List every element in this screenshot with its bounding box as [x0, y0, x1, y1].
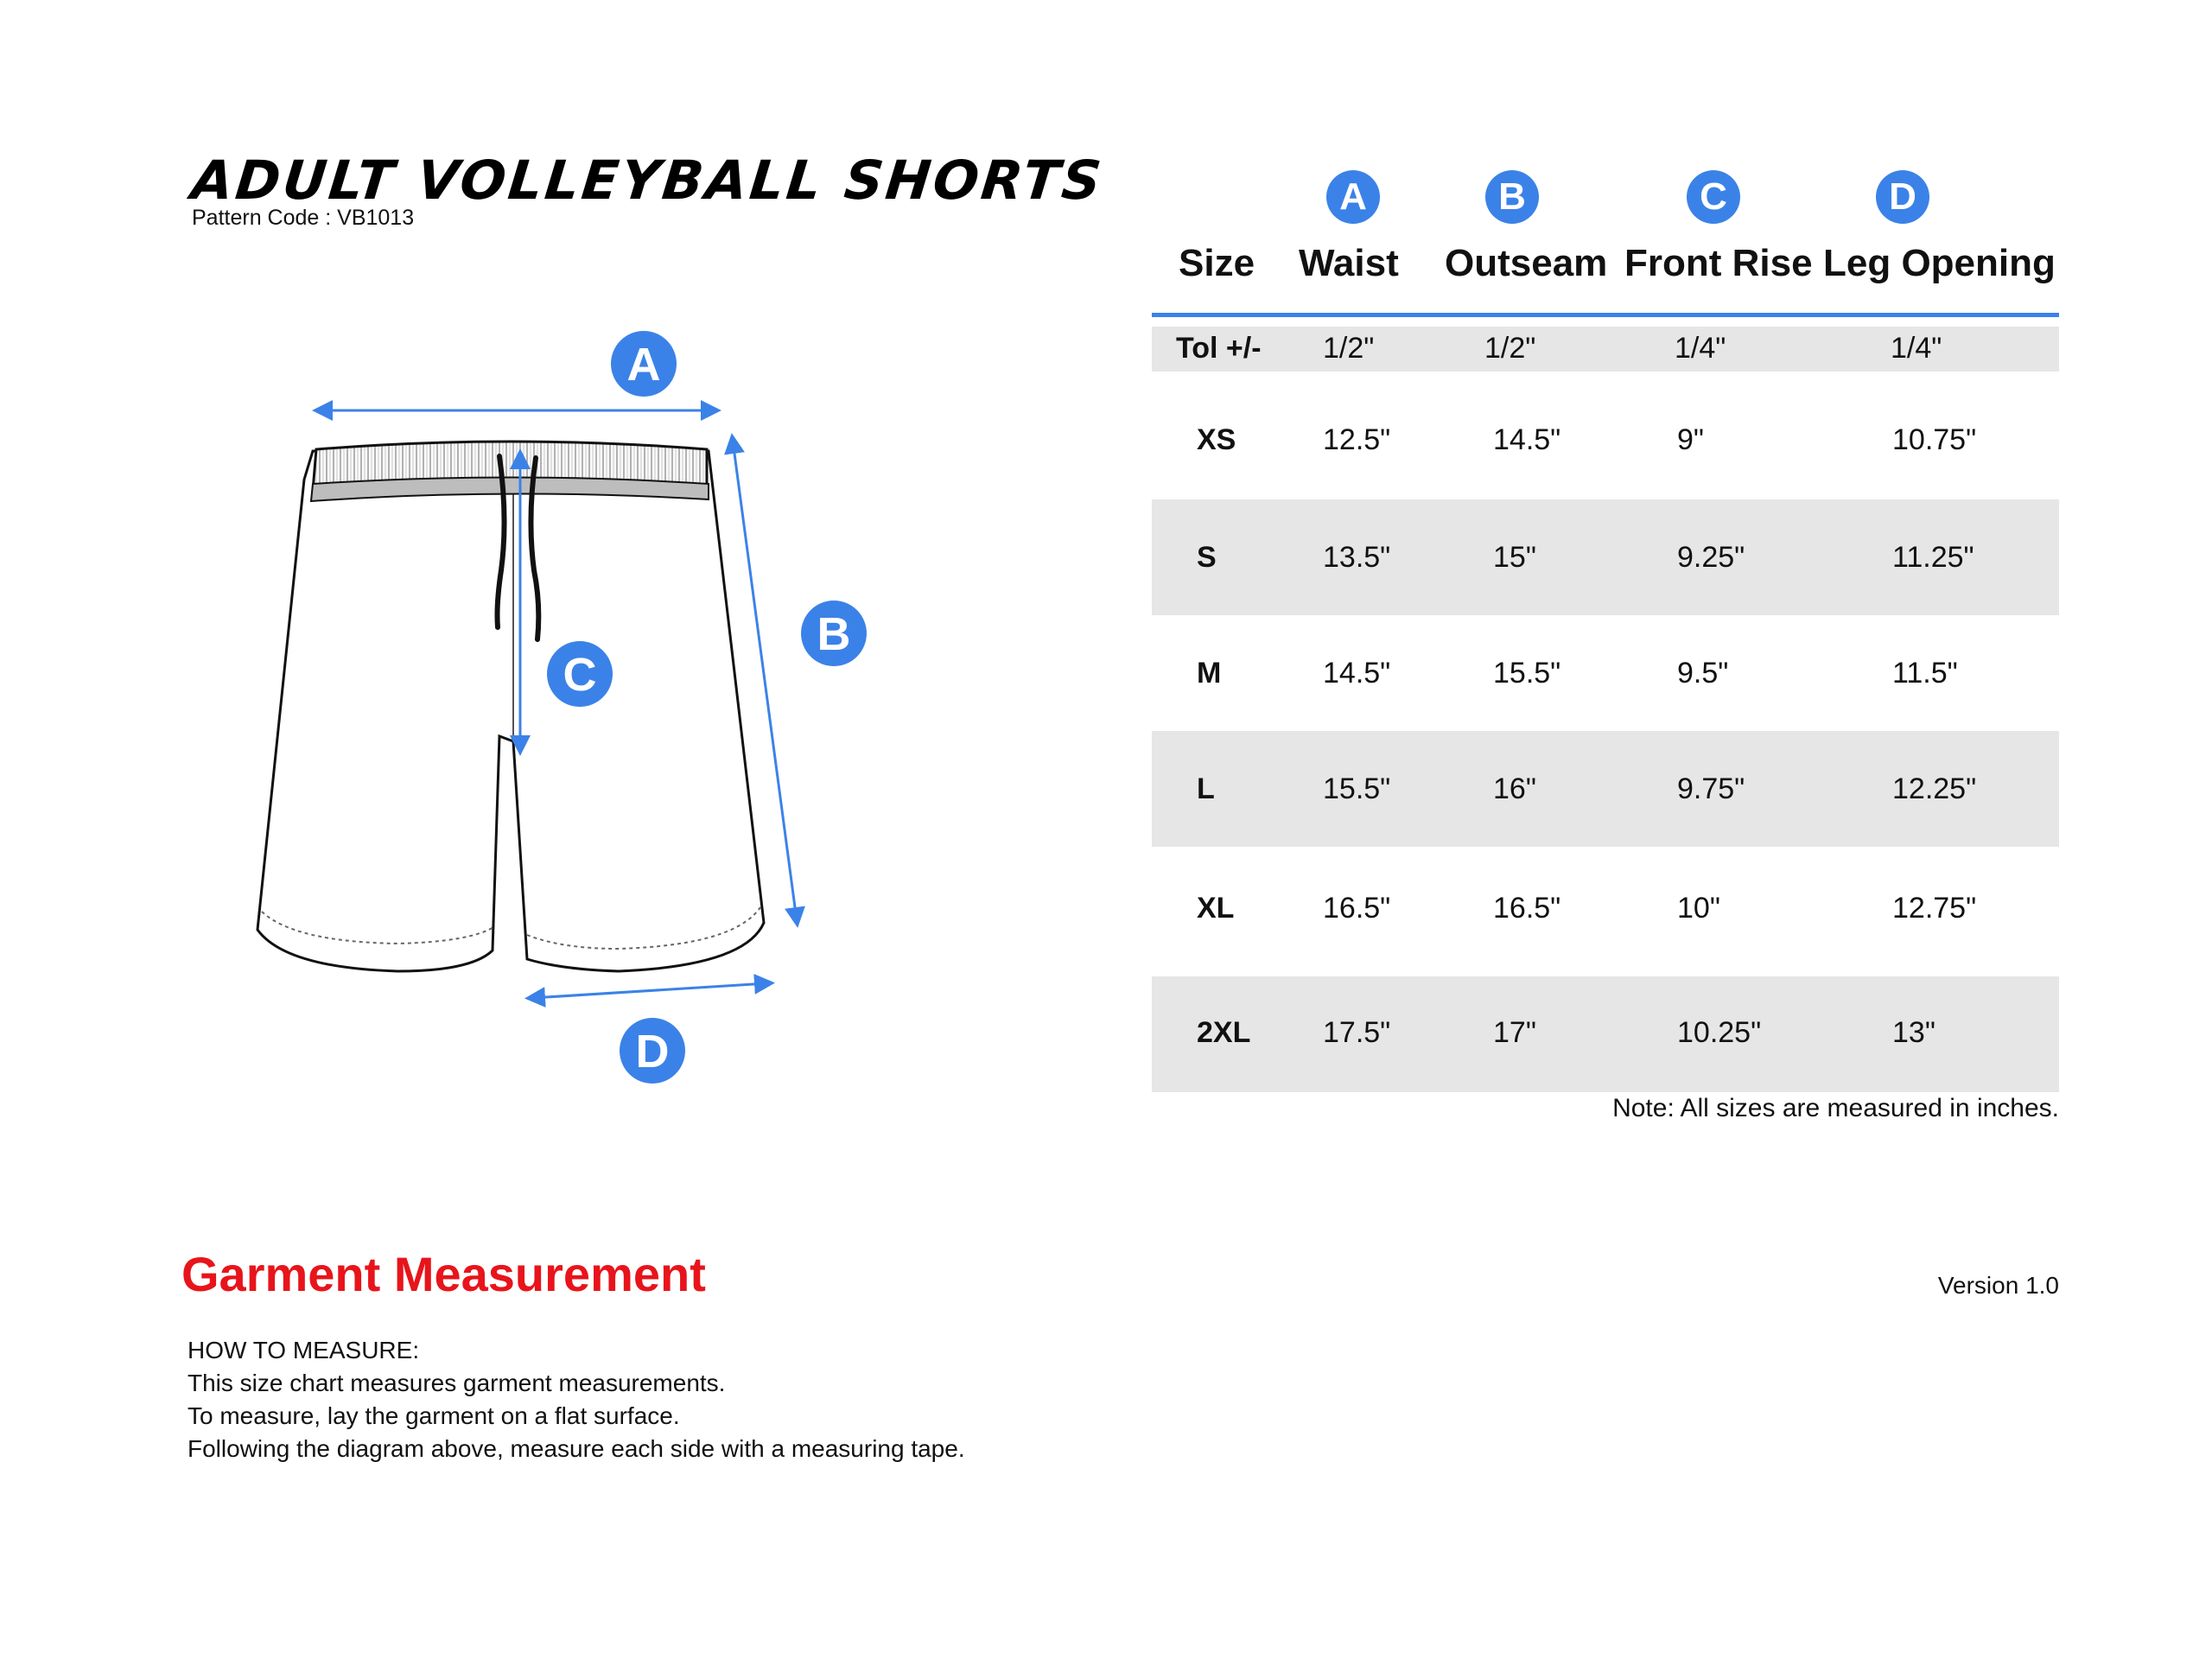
- column-header-waist: Waist: [1299, 242, 1399, 284]
- table-row-tolerance: [1152, 327, 2059, 372]
- tolerance-label: Tol +/-: [1176, 332, 1262, 365]
- column-badge-c: C: [1687, 170, 1740, 224]
- table-cell: 12.25": [1892, 772, 1977, 805]
- table-row: [1152, 976, 2059, 1092]
- shorts-diagram: [0, 0, 950, 1123]
- table-cell: 11.5": [1892, 657, 1958, 690]
- column-header-size: Size: [1179, 242, 1255, 284]
- table-row: [1152, 615, 2059, 731]
- column-badge-b: B: [1485, 170, 1539, 224]
- column-badge-d: D: [1876, 170, 1929, 224]
- column-header-front-rise: Front Rise: [1624, 242, 1813, 284]
- waistband: [311, 442, 709, 501]
- measurement-note: Note: All sizes are measured in inches.: [1612, 1094, 2059, 1122]
- table-cell: 14.5": [1493, 423, 1561, 456]
- size-label: XS: [1197, 423, 1236, 456]
- table-cell: 16.5": [1493, 892, 1561, 925]
- arrow-d: [532, 983, 767, 998]
- table-cell: 16.5": [1323, 892, 1391, 925]
- table-row: [1152, 499, 2059, 615]
- size-label: XL: [1197, 892, 1235, 925]
- table-cell: 15": [1493, 541, 1536, 574]
- header-divider: [1152, 313, 2059, 317]
- table-cell: 13.5": [1323, 541, 1391, 574]
- svg-text:A: A: [626, 339, 661, 391]
- size-label: S: [1197, 541, 1217, 574]
- section-heading: Garment Measurement: [181, 1247, 706, 1301]
- table-cell: 17.5": [1323, 1016, 1391, 1049]
- column-badge-a: A: [1326, 170, 1380, 224]
- table-cell: 16": [1493, 772, 1536, 805]
- how-to-line: This size chart measures garment measurements.: [188, 1370, 726, 1396]
- badge-b: [801, 601, 867, 666]
- table-cell: 9.75": [1677, 772, 1745, 805]
- table-cell: 9": [1677, 423, 1704, 456]
- svg-text:B: B: [817, 608, 851, 660]
- table-cell: 9.25": [1677, 541, 1745, 574]
- svg-text:C: C: [563, 649, 597, 701]
- how-to-line: Following the diagram above, measure each side with a measuring tape.: [188, 1435, 965, 1462]
- badge-d: [620, 1018, 685, 1084]
- table-cell: 9.5": [1677, 657, 1729, 690]
- table-cell: 12.5": [1323, 423, 1391, 456]
- size-label: 2XL: [1197, 1016, 1251, 1049]
- how-to-line: To measure, lay the garment on a flat surface.: [188, 1402, 680, 1429]
- table-cell: 15.5": [1323, 772, 1391, 805]
- how-to-heading: HOW TO MEASURE:: [188, 1337, 420, 1363]
- table-cell: 1/4": [1891, 332, 1942, 365]
- how-to-measure: [188, 1334, 965, 1465]
- shorts-outline: [257, 451, 764, 971]
- table-cell: 10": [1677, 892, 1720, 925]
- table-cell: 12.75": [1892, 892, 1977, 925]
- table-cell: 14.5": [1323, 657, 1391, 690]
- svg-text:D: D: [635, 1026, 670, 1077]
- pattern-code: Pattern Code : VB1013: [192, 206, 415, 230]
- column-header-leg-opening: Leg Opening: [1823, 242, 2056, 284]
- table-cell: 13": [1892, 1016, 1936, 1049]
- table-cell: 17": [1493, 1016, 1536, 1049]
- table-cell: 1/2": [1484, 332, 1536, 365]
- table-row: [1152, 731, 2059, 847]
- table-row: [1152, 372, 2059, 499]
- table-cell: 1/4": [1675, 332, 1726, 365]
- table-cell: 11.25": [1892, 541, 1974, 574]
- badge-a: [611, 331, 677, 397]
- column-header-outseam: Outseam: [1445, 242, 1608, 284]
- version-label: Version 1.0: [1937, 1272, 2059, 1299]
- size-label: L: [1197, 772, 1215, 805]
- table-cell: 1/2": [1323, 332, 1375, 365]
- table-cell: 10.25": [1677, 1016, 1762, 1049]
- badge-c: [547, 641, 613, 707]
- size-label: M: [1197, 657, 1222, 690]
- table-cell: 10.75": [1892, 423, 1977, 456]
- table-cell: 15.5": [1493, 657, 1561, 690]
- page-title: ADULT VOLLEYBALL SHORTS: [188, 149, 1107, 212]
- table-row: [1152, 847, 2059, 976]
